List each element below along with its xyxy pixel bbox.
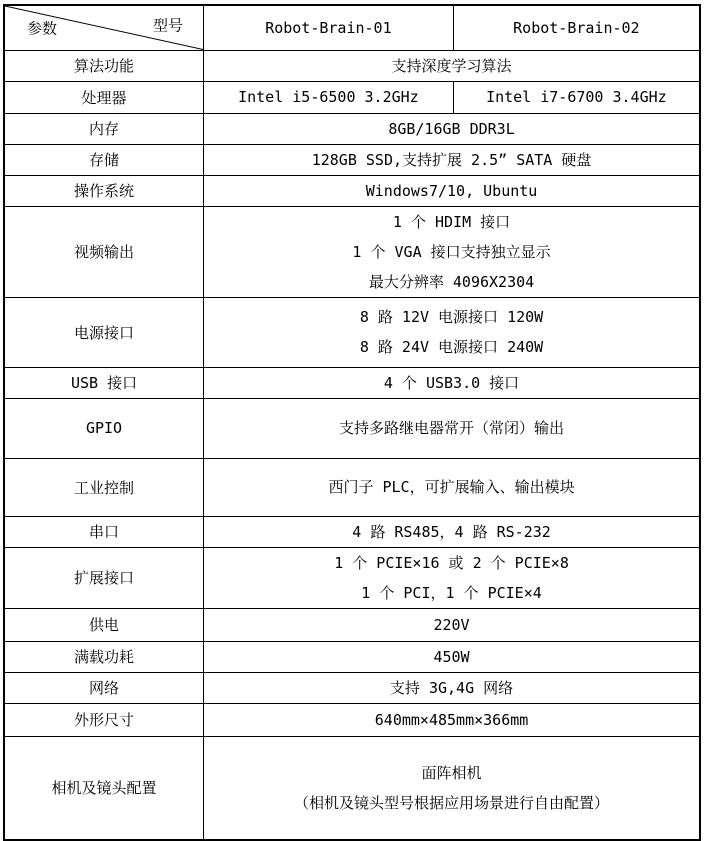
value-cell bbox=[204, 703, 700, 736]
table-row bbox=[4, 175, 700, 206]
value-cell bbox=[204, 672, 700, 703]
value-line: 1 个 HDIM 接口 bbox=[392, 212, 511, 231]
value-line: （相机及镜头型号根据应用场景进行自由配置） bbox=[294, 793, 610, 812]
value-line: Intel i7-6700 3.4GHz bbox=[486, 88, 667, 106]
table-row bbox=[4, 297, 700, 367]
param-cell: 内存 bbox=[4, 113, 204, 144]
param-cell: 视频输出 bbox=[4, 206, 204, 297]
param-cell: 操作系统 bbox=[4, 175, 204, 206]
value-line: 面阵相机 bbox=[421, 763, 482, 782]
value-cell bbox=[204, 367, 700, 398]
table-row bbox=[4, 50, 700, 81]
corner-param-label: 参数 bbox=[27, 19, 58, 38]
corner-cell bbox=[4, 5, 204, 50]
param-cell: 存储 bbox=[4, 144, 204, 175]
value-line: 450W bbox=[433, 647, 470, 666]
value-line: 最大分辨率 4096X2304 bbox=[368, 272, 535, 291]
value-line: Windows7/10, Ubuntu bbox=[365, 181, 538, 200]
value-cell bbox=[204, 641, 700, 672]
table-row bbox=[4, 398, 700, 458]
value-line: Intel i5-6500 3.2GHz bbox=[238, 88, 419, 106]
value-line: 4 个 USB3.0 接口 bbox=[383, 373, 520, 392]
value-line: 支持多路继电器常开（常闭）输出 bbox=[339, 419, 565, 437]
table-row bbox=[4, 641, 700, 672]
value-line: 8GB/16GB DDR3L bbox=[388, 119, 515, 138]
value-line: 支持 3G,4G 网络 bbox=[389, 678, 514, 697]
param-cell: 处理器 bbox=[4, 81, 204, 113]
param-cell: 供电 bbox=[4, 608, 204, 641]
table-row bbox=[4, 367, 700, 398]
param-cell: 工业控制 bbox=[4, 458, 204, 516]
param-cell: 电源接口 bbox=[4, 297, 204, 367]
value-cell bbox=[204, 113, 700, 144]
value-cell bbox=[204, 398, 700, 458]
value-line: 1 个 PCI，1 个 PCIE×4 bbox=[361, 583, 542, 602]
table-row bbox=[4, 81, 700, 113]
value-line: 8 路 24V 电源接口 240W bbox=[359, 338, 544, 356]
value-line: 1 个 PCIE×16 或 2 个 PCIE×8 bbox=[334, 553, 569, 572]
table-row bbox=[4, 516, 700, 547]
header-row bbox=[4, 5, 700, 50]
value-cell bbox=[204, 608, 700, 641]
value-cell bbox=[453, 81, 700, 113]
table-row bbox=[4, 113, 700, 144]
table-row bbox=[4, 608, 700, 641]
table-row bbox=[4, 703, 700, 736]
value-cell bbox=[204, 516, 700, 547]
value-line: 4 路 RS485，4 路 RS-232 bbox=[352, 522, 551, 541]
value-cell bbox=[204, 206, 700, 297]
table-row bbox=[4, 736, 700, 840]
table-row bbox=[4, 672, 700, 703]
param-cell: 相机及镜头配置 bbox=[4, 736, 204, 840]
spec-table bbox=[3, 4, 701, 841]
value-line: 640mm×485mm×366mm bbox=[374, 710, 529, 729]
spec-table-body bbox=[4, 50, 700, 840]
value-cell bbox=[204, 144, 700, 175]
model-column-header-1: Robot-Brain-01 bbox=[204, 5, 454, 50]
value-cell bbox=[204, 458, 700, 516]
value-cell bbox=[204, 81, 454, 113]
value-cell bbox=[204, 50, 700, 81]
table-row bbox=[4, 206, 700, 297]
value-cell bbox=[204, 175, 700, 206]
table-row bbox=[4, 547, 700, 608]
value-line: 220V bbox=[433, 615, 470, 634]
table-row bbox=[4, 144, 700, 175]
value-line: 支持深度学习算法 bbox=[391, 56, 512, 75]
param-cell: 串口 bbox=[4, 516, 204, 547]
param-cell: USB 接口 bbox=[4, 367, 204, 398]
model-column-header-2: Robot-Brain-02 bbox=[453, 5, 700, 50]
table-row bbox=[4, 458, 700, 516]
param-cell: 满载功耗 bbox=[4, 641, 204, 672]
value-line: 128GB SSD,支持扩展 2.5” SATA 硬盘 bbox=[311, 150, 592, 169]
param-cell: 外形尺寸 bbox=[4, 703, 204, 736]
value-cell bbox=[204, 297, 700, 367]
value-cell bbox=[204, 547, 700, 608]
param-cell: 网络 bbox=[4, 672, 204, 703]
param-cell: 算法功能 bbox=[4, 50, 204, 81]
value-line: 8 路 12V 电源接口 120W bbox=[359, 308, 544, 326]
value-line: 西门子 PLC，可扩展输入、输出模块 bbox=[328, 478, 575, 496]
value-cell bbox=[204, 736, 700, 840]
value-line: 1 个 VGA 接口支持独立显示 bbox=[352, 242, 551, 261]
corner-model-label: 型号 bbox=[153, 16, 184, 35]
param-cell: 扩展接口 bbox=[4, 547, 204, 608]
param-cell: GPIO bbox=[4, 398, 204, 458]
